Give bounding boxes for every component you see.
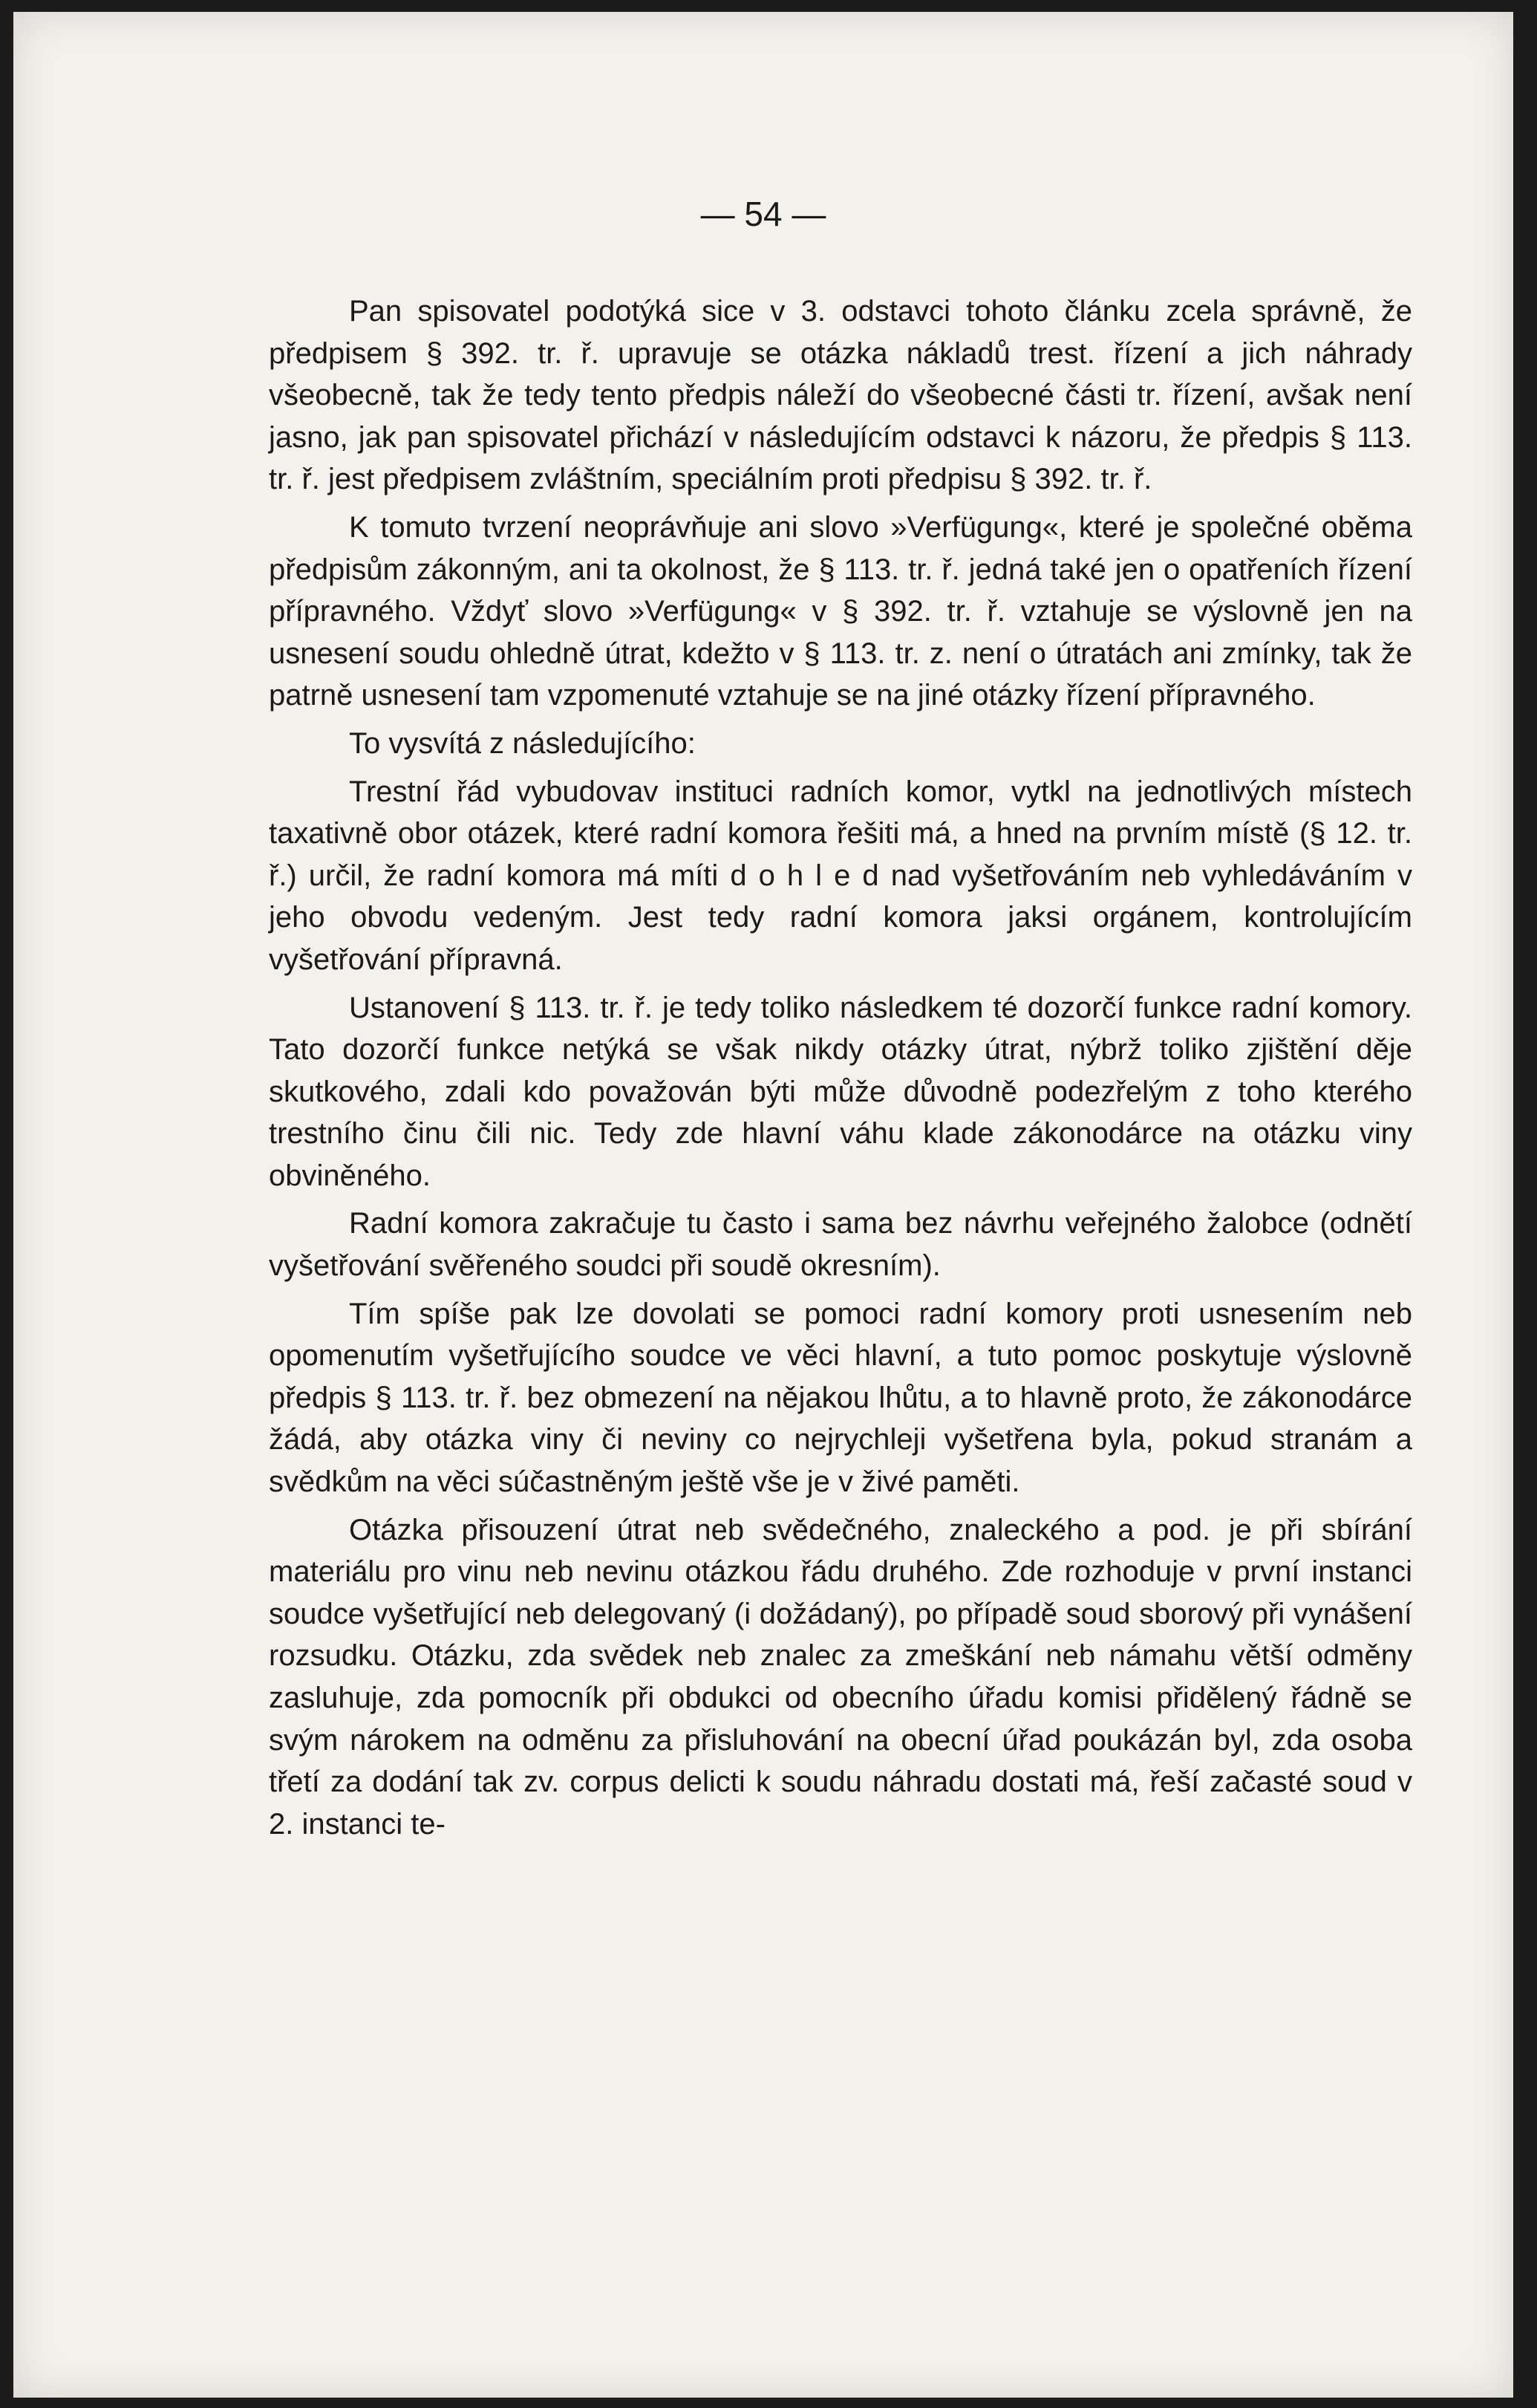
paragraph: Pan spisovatel podotýká sice v 3. odstavci tohoto článku zcela správně, že předpisem § 392. tr. ř. upravuje se otázka nákladů trest. řízení a jich náhrady všeobecně, tak že tedy tento předpis náleží do všeobecné části tr. řízení, avšak není jasno, jak pan spisovatel přichází v následujícím odstavci k názoru, že předpis § 113. tr. ř. jest předpisem zvláštním, speciálním proti předpisu § 392. tr. ř.: [269, 295, 1412, 496]
paragraph: Radní komora zakračuje tu často i sama bez návrhu veřejného žalobce (odnětí vyšetřování svěřeného soudci při soudě okresním).: [269, 1207, 1412, 1283]
book-page: [13, 12, 1513, 2398]
paragraph: Otázka přisouzení útrat neb svědečného, znaleckého a pod. je při sbírání materiálu pro vinu neb nevinu otázkou řádu druhého. Zde rozhoduje v první instanci soudce vyšetřující neb delegovaný (i dožádaný), po případě soud sborový při vynášení rozsudku. Otázku, zda svědek neb znalec za zmeškání neb námahu větší odměny zasluhuje, zda pomocník při obdukci od obecního úřadu komisi přidělený řádně se svým nárokem na odměnu za přisluhování na obecní úřad poukázán byl, zda osoba třetí za dodání tak zv. corpus delicti k soudu náhradu dostati má, řeší začasté soud v 2. instanci te-: [269, 1513, 1412, 1841]
body-text: [269, 290, 1412, 1845]
paragraph: K tomuto tvrzení neoprávňuje ani slovo »Verfügung«, které je společné oběma předpisům zákonným, ani ta okolnost, že § 113. tr. ř. jedná také jen o opatřeních řízení přípravného. Vždyť slovo »Verfügung« v § 392. tr. ř. vztahuje se výslovně jen na usnesení soudu ohledně útrat, kdežto v § 113. tr. z. není o útratách ani zmínky, tak že patrně usnesení tam vzpomenuté vztahuje se na jiné otázky řízení přípravného.: [269, 510, 1412, 712]
paragraph: Ustanovení § 113. tr. ř. je tedy toliko následkem té dozorčí funkce radní komory. Tato dozorčí funkce netýká se však nikdy otázky útrat, nýbrž toliko zjištění děje skutkového, zdali kdo považován býti může důvodně podezřelým z toho kterého trestního činu čili nic. Tedy zde hlavní váhu klade zákonodárce na otázku viny obviněného.: [269, 991, 1412, 1192]
page-number: — 54 —: [700, 195, 826, 233]
paragraph: Tím spíše pak lze dovolati se pomoci radní komory proti usnesením neb opomenutím vyšetřujícího soudce ve věci hlavní, a tuto pomoc poskytuje výslovně předpis § 113. tr. ř. bez obmezení na nějakou lhůtu, a to hlavně proto, že zákonodárce žádá, aby otázka viny či neviny co nejrychleji vyšetřena byla, pokud stranám a svědkům na věci súčastněným ještě vše je v živé paměti.: [269, 1297, 1412, 1499]
paragraph: Trestní řád vybudovav instituci radních komor, vytkl na jednotlivých místech taxativně obor otázek, které radní komora řešiti má, a hned na prvním místě (§ 12. tr. ř.) určil, že radní komora má míti d o h l e d nad vyšetřováním neb vyhledáváním v jeho obvodu vedeným. Jest tedy radní komora jaksi orgánem, kontrolujícím vyšetřování přípravná.: [269, 775, 1412, 976]
paragraph: To vysvítá z následujícího:: [349, 726, 696, 760]
